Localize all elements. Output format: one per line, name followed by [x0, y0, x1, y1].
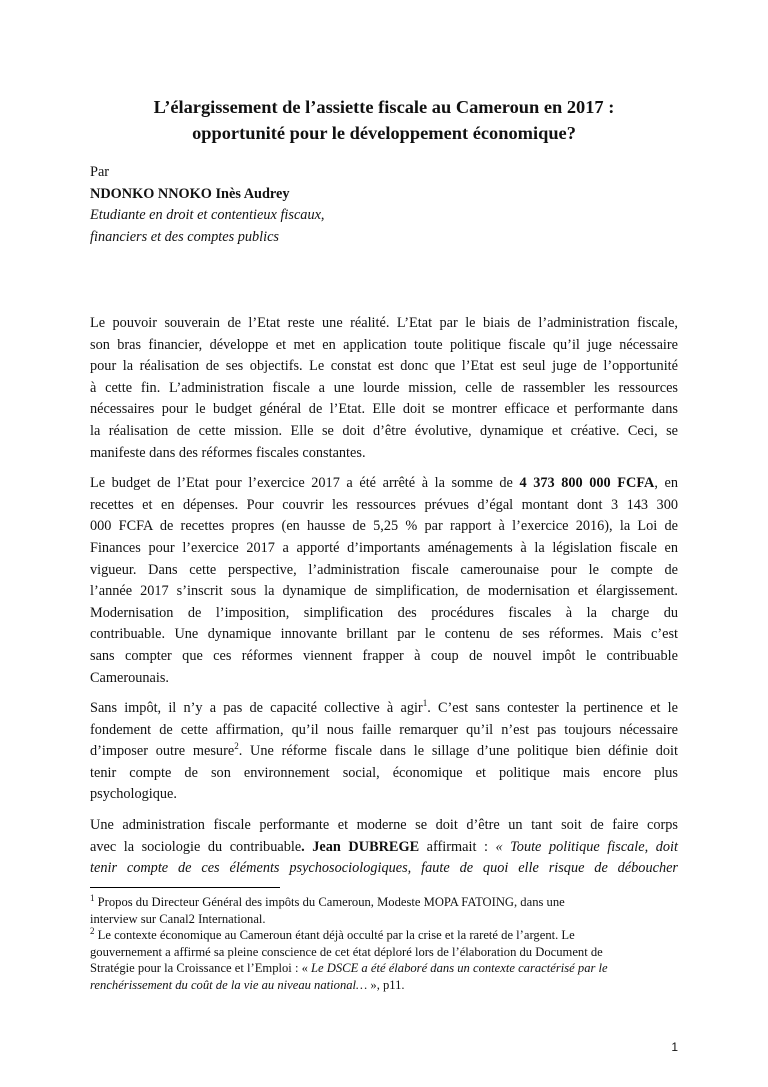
paragraph-line [90, 698, 678, 720]
paragraph-line: 000 FCFA de recettes propres (en hausse de 5,25 % par rapport à l’exercice 2016), la Loi de [90, 518, 678, 535]
title-line-1: L’élargissement de l’assiette fiscale au Cameroun en 2017 : [153, 97, 615, 117]
footnote-2-line [90, 977, 678, 994]
footnote-2-line [90, 960, 678, 977]
page-number: 1 [671, 1040, 678, 1054]
footnote-2-line [90, 927, 678, 944]
paragraph-4 [90, 815, 678, 880]
paragraph-line: psychologique. [90, 786, 177, 803]
paragraph-line: fondement de cette affirmation, qu’il nous faille remarquer qu’il n’est pas toujours nécessaire [90, 721, 678, 738]
author-name: NDONKO NNOKO Inès Audrey [90, 185, 290, 202]
footnotes [90, 894, 678, 994]
cited-author: . Jean DUBREGE [301, 838, 420, 855]
footnote-number-2: 2 [90, 926, 95, 936]
paragraph-line [90, 473, 678, 495]
paragraph-line: sans compter que ces réformes viennent frapper à coup de nouvel impôt le contribuable [90, 647, 678, 664]
footnote-ref-1[interactable]: 1 [422, 698, 428, 709]
paragraph-line: Modernisation de l’imposition, simplification des procédures fiscales à la charge du [90, 604, 678, 621]
text-run: . C’est sans contester la pertinence et le [427, 700, 678, 717]
text-run: d’imposer outre mesure [90, 743, 235, 760]
paragraph-line: la réalisation de cette mission. Elle se doit d’être évolutive, dynamique et créative. Ceci, se [90, 422, 678, 439]
author-block [90, 162, 678, 248]
paragraph-line: son bras financier, développe et met en application toute politique fiscale qu’il juge nécessaire [90, 336, 678, 353]
text-run: Le contexte économique au Cameroun étant déjà occulté par la crise et la rareté de l’argent. Le [94, 928, 575, 943]
text-run: Propos du Directeur Général des impôts du Cameroun, Modeste MOPA FATOING, dans une [94, 895, 565, 909]
footnote-1-line [90, 894, 678, 911]
author-role-line-2: financiers et des comptes publics [90, 228, 280, 245]
footnote-number-1: 1 [90, 892, 95, 903]
paragraph-line: manifeste dans des réformes fiscales constantes. [90, 444, 366, 461]
paragraph-line: contribuable. Une dynamique innovante brillant par le contenu de ses réformes. Mais c’est [90, 626, 678, 643]
text-run: Sans impôt, il n’y a pas de capacité collective à agir [90, 700, 423, 717]
title-line-2: opportunité pour le développement économique? [192, 123, 576, 143]
budget-intro-end: , en [654, 475, 678, 492]
text-run: avec la sociologie du contribuable [90, 838, 302, 855]
paragraph-1 [90, 313, 678, 464]
footnote-2-line: gouvernement a affirmé sa pleine conscience de cet état déploré lors de l’élaboration du Document de [90, 944, 603, 959]
paragraph-line: tenir compte de ces éléments psychosociologiques, faute de quoi elle risque de déboucher [90, 860, 678, 877]
text-run: affirmait : [419, 838, 496, 855]
paragraph-line [90, 837, 678, 859]
budget-amount: 4 373 800 000 FCFA [519, 475, 655, 492]
paragraph-line: Camerounais. [90, 669, 170, 686]
document-title [90, 94, 678, 146]
paragraph-line: Finances pour l’exercice 2017 a apporté d’importants aménagements à la législation fiscale en [90, 539, 678, 556]
text-run: renchérissement du coût de la vie au niveau national… [90, 977, 368, 992]
paragraph-2 [90, 473, 678, 689]
paragraph-line: nécessaires pour le budget général de l’Etat. Elle doit se montrer efficace et performante dans [90, 401, 678, 418]
paragraph-line: pour la réalisation de ses objectifs. Le constat est donc que l’Etat est seul juge de l’opportunité [90, 358, 678, 375]
document-body [90, 313, 678, 889]
text-run: Stratégie pour la Croissance et l’Emploi : « [90, 961, 312, 976]
paragraph-line: Une administration fiscale performante et moderne se doit d’être un tant soit de faire corps [90, 817, 678, 834]
footnote-ref-2[interactable]: 2 [234, 741, 239, 752]
paragraph-line: vigueur. Dans cette perspective, l’administration fiscale camerounaise pour le compte de [90, 561, 678, 578]
text-run: », p11. [367, 977, 405, 992]
quotation: « Toute politique fiscale, doit [495, 838, 678, 855]
footnote-separator [90, 887, 280, 888]
footnote-1-line: interview sur Canal2 International. [90, 911, 266, 926]
paragraph-line: à cette fin. L’administration fiscale a une lourde mission, celle de rassembler les ressources [90, 379, 678, 396]
budget-intro-text: Le budget de l’Etat pour l’exercice 2017 a été arrêté à la somme de [90, 475, 520, 492]
paragraph-line: Le pouvoir souverain de l’Etat reste une réalité. L’Etat par le biais de l’administration fiscale, [90, 315, 678, 331]
author-by: Par [90, 164, 110, 180]
paragraph-line: tenir compte de son environnement social, économique et politique mais encore plus [90, 764, 678, 781]
text-run: Le DSCE a été élaboré dans un contexte caractérisé par le [311, 961, 608, 976]
paragraph-line: l’année 2017 s’inscrit sous la dynamique de simplification, de modernisation et élargissement. [90, 583, 678, 600]
paragraph-line [90, 741, 678, 763]
text-run: . Une réforme fiscale dans le sillage d’une politique bien définie doit [238, 743, 678, 760]
paragraph-3 [90, 698, 678, 806]
author-role-line-1: Etudiante en droit et contentieux fiscaux, [90, 207, 325, 224]
paragraph-line: recettes et en dépenses. Pour couvrir les ressources prévues d’égal montant dont 3 143 300 [90, 496, 678, 513]
